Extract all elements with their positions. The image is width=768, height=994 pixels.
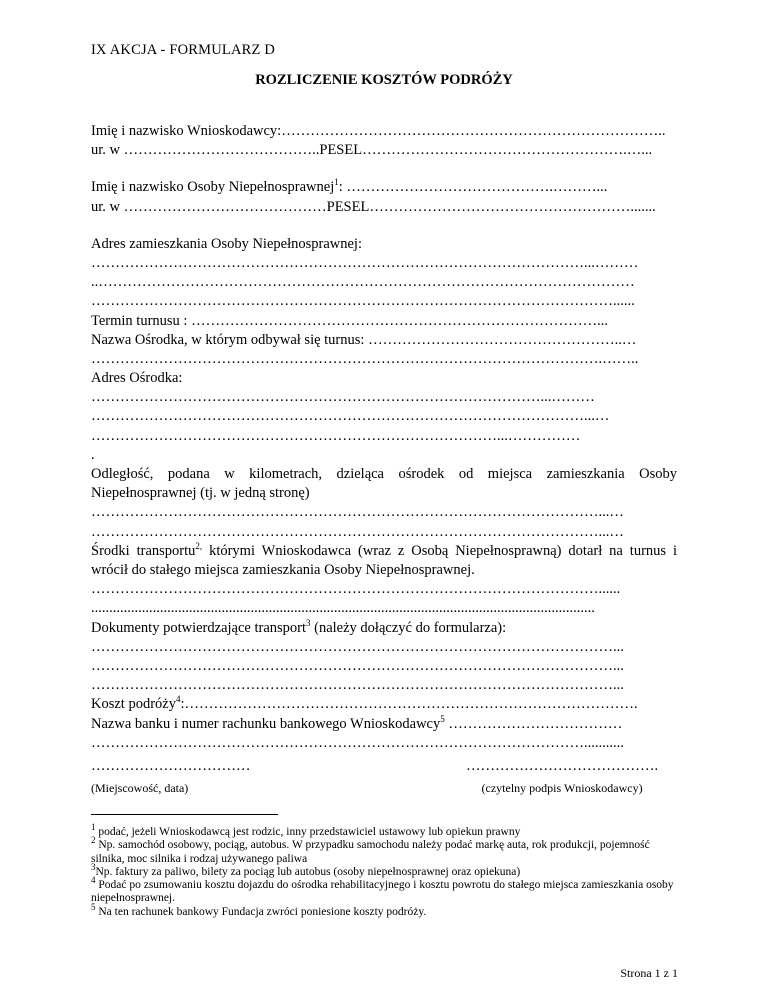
form-title: ROZLICZENIE KOSZTÓW PODRÓŻY	[255, 72, 513, 88]
center-name-row	[91, 331, 677, 350]
place-date-field[interactable]: ……………………………	[91, 758, 251, 774]
place-date-caption: (Miejscowość, data)	[91, 781, 189, 795]
disabled-birthplace-field[interactable]: ……………………………………	[123, 198, 327, 215]
disabled-name-field[interactable]: : …………………………………….………...	[338, 179, 608, 196]
distance-field-line-2[interactable]: ……………………………………………………………………………………………...…	[91, 523, 624, 540]
distance-field-line-1[interactable]: ……………………………………………………………………………………………...…	[91, 504, 624, 521]
term-label: Termin turnusu :	[91, 312, 188, 329]
center-name-field[interactable]: ……………………………………………..…	[368, 331, 637, 348]
bank-label: Nazwa banku i numer rachunku bankowego Wnioskodawcy	[91, 715, 441, 732]
bank-row	[91, 715, 677, 734]
footnote-ref-2: 2,	[195, 540, 203, 551]
footnote-2: $^2$ Np. samochód osobowy, pociąg, autobus. W przypadku samochodu należy podać markę auta, rok produkcji, pojemność silnika, moc silnika i rodzaj używanego paliwa	[91, 835, 650, 865]
transport-label-start: Środki transportu	[91, 542, 196, 559]
term-field[interactable]: …………………………………………………………………………...	[191, 312, 608, 329]
applicant-pesel-label: PESEL	[319, 142, 363, 159]
center-name-label: Nazwa Ośrodka, w którym odbywał się turnus:	[91, 331, 365, 348]
bank-field-line-2[interactable]: …………………………………………………………………………………………...........	[91, 734, 624, 751]
footnote-3: $^3$Np. faktury za paliwo, bilety za pociąg lub autobus (osoby niepełnosprawnej oraz opiekuna)	[91, 862, 521, 878]
bank-field[interactable]: ………………………………	[444, 715, 623, 732]
place-date-block	[91, 758, 251, 796]
docs-label: Dokumenty potwierdzające transport	[91, 619, 307, 636]
signature-caption: (czytelny podpis Wnioskodawcy)	[481, 781, 643, 795]
disabled-name-row	[91, 178, 677, 197]
docs-label-rest: (należy dołączyć do formularza):	[310, 619, 507, 636]
footnote-5: $^5$ Na ten rachunek bankowy Fundacja zwróci poniesione koszty podróży.	[91, 901, 427, 918]
center-address-dot: .	[91, 446, 95, 463]
disabled-pesel-field[interactable]: ……………………………………………….......	[369, 198, 656, 215]
page-number: Strona 1 z 1	[620, 966, 678, 980]
address-field-line-3[interactable]: ………………………………………………………………………………………………......	[91, 293, 635, 310]
footnote-4: $^4$ Podać po zsumowaniu kosztu dojazdu do ośrodka rehabilitacyjnego i kosztu powrotu do stałego miejsca zamieszkania osoby niepełnosprawnej.	[91, 875, 674, 905]
term-row	[91, 312, 677, 331]
applicant-born-label: ur. w	[91, 142, 120, 159]
docs-field-line-1[interactable]: ………………………………………………………………………………………………...	[91, 638, 624, 655]
cost-label: Koszt podróży	[91, 696, 176, 713]
applicant-pesel-field[interactable]: ……………………………………………….…...	[362, 142, 653, 159]
address-field-line-1[interactable]: …………………………………………………………………………………………...………	[91, 254, 639, 271]
form-header: IX AKCJA - FORMULARZ D	[91, 42, 276, 58]
applicant-name-field[interactable]: ……………………………………………………………………..	[281, 123, 666, 139]
distance-label: Odległość, podana w kilometrach, dzieląca ośrodek od miejsca zamieszkania Osoby Niepełnosprawnej (tj. w jedną stronę)	[91, 466, 677, 502]
disabled-pesel-label: PESEL	[326, 198, 370, 215]
transport-field-line-2[interactable]: ...........................................................................................................................................	[91, 600, 595, 617]
disabled-birth-row	[91, 198, 677, 217]
applicant-name-label: Imię i nazwisko Wnioskodawcy:	[91, 123, 282, 139]
center-address-field-line-2[interactable]: …………………………………………………………………………………………...…	[91, 408, 610, 425]
form-body	[91, 122, 677, 753]
docs-field-line-3[interactable]: ………………………………………………………………………………………………...	[91, 677, 624, 694]
disabled-name-label: Imię i nazwisko Osoby Niepełnosprawnej	[91, 179, 335, 196]
applicant-name-row	[91, 122, 677, 141]
footnote-ref-5: 5	[440, 714, 445, 724]
disabled-born-label: ur. w	[91, 198, 120, 215]
signature-block	[466, 758, 658, 796]
footnote-ref-1: 1	[334, 178, 339, 188]
footnote-1: $^1$ podać, jeżeli Wnioskodawcą jest rodzic, inny przedstawiciel ustawowy lub opiekun prawny	[91, 822, 521, 838]
applicant-birth-row	[91, 141, 677, 160]
address-label: Adres zamieszkania Osoby Niepełnosprawnej:	[91, 235, 362, 252]
center-name-field-line-2[interactable]: …………………………………………………………………………………………….……..	[91, 350, 639, 367]
cost-row	[91, 695, 677, 714]
docs-field-line-2[interactable]: ………………………………………………………………………………………………...	[91, 657, 624, 674]
address-field-line-2[interactable]: ..…………………………………………………………………………………………………	[91, 274, 635, 291]
center-address-label: Adres Ośrodka:	[91, 370, 183, 387]
footnote-ref-4: 4	[175, 695, 181, 705]
docs-row	[91, 619, 677, 638]
center-address-field-line-1[interactable]: …………………………………………………………………………………...………	[91, 389, 595, 406]
footnote-divider	[91, 814, 278, 815]
applicant-birthplace-field[interactable]: …………………………………..	[123, 142, 320, 159]
transport-field-line-1[interactable]: ……………………………………………………………………………………………......	[91, 581, 621, 598]
transport-label	[91, 542, 677, 580]
signature-field[interactable]: ………………………………….	[466, 758, 659, 774]
cost-field[interactable]: :………………………………………………………………………………….	[180, 696, 638, 713]
center-address-field-line-3[interactable]: …………………………………………………………………………...……………	[91, 427, 581, 444]
footnotes	[91, 822, 681, 919]
footnote-ref-3: 3	[306, 618, 311, 628]
transport-label-rest: którymi Wnioskodawca (wraz z Osobą Niepełnosprawną) dotarł na turnus i wrócił do stałego miejsca zamieszkania Osoby Niepełnosprawnej.	[91, 542, 677, 578]
